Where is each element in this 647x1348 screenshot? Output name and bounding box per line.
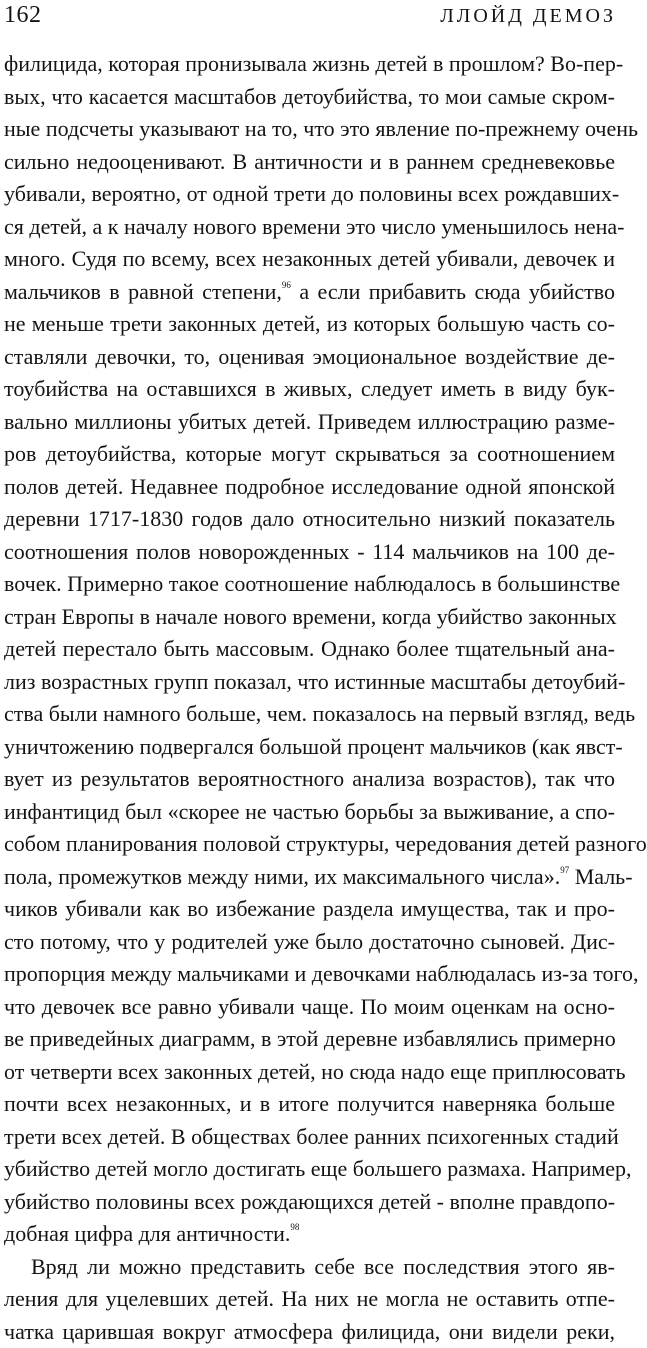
line-text: вует из результатов вероятностного анализа возрастов), так что — [4, 766, 615, 791]
running-head: ЛЛОЙД ДЕМОЗ — [440, 4, 616, 28]
text-line — [4, 1153, 615, 1186]
line-text: пропорция между мальчиками и девочками наблюдалась из-за того, — [4, 961, 639, 986]
text-line — [4, 633, 615, 666]
page-header — [0, 0, 620, 40]
line-text: вочек. Примерно такое соотношение наблюдалось в большинстве — [4, 571, 620, 596]
text-line — [4, 1316, 615, 1348]
text-line — [4, 1121, 615, 1154]
text-line — [4, 698, 615, 731]
line-text: пола, промежутков между ними, их максимального числа». — [4, 864, 560, 889]
line-text: добная цифра для античности. — [4, 1221, 290, 1246]
body-text — [4, 48, 615, 1348]
text-line — [4, 1218, 615, 1251]
line-text: ставляли девочки, то, оценивая эмоциональное воздействие де- — [4, 344, 615, 369]
line-text-after-footnote: а если прибавить сюда убийство — [291, 279, 615, 304]
line-text: вально миллионы убитых детей. Приведем иллюстрацию разме- — [4, 409, 615, 434]
line-text: детей перестало быть массовым. Однако более тщательный ана- — [4, 636, 615, 661]
text-line — [4, 893, 615, 926]
paragraph — [4, 1251, 615, 1348]
line-text: стран Европы в начале нового времени, когда убийство законных — [4, 604, 617, 629]
line-text: ления для уцелевших детей. На них не могла не оставить отпе- — [4, 1286, 615, 1311]
text-line — [4, 503, 615, 536]
footnote-marker: 98 — [290, 1222, 299, 1232]
text-line — [4, 1186, 615, 1219]
line-text: сто потому, что у родителей уже было достаточно сыновей. Дис- — [4, 929, 615, 954]
line-text: трети всех детей. В обществах более ранних психогенных стадий — [4, 1124, 619, 1149]
line-text: вых, что касается масштабов детоубийства, то мои самые скром- — [4, 84, 615, 109]
text-line — [4, 763, 615, 796]
line-text: инфантицид был «скорее не частью борьбы за выживание, а спо- — [4, 799, 615, 824]
text-line — [4, 828, 615, 861]
line-text: мальчиков в равной степени, — [4, 279, 282, 304]
text-line — [4, 1023, 615, 1056]
line-text: почти всех незаконных, и в итоге получится наверняка больше — [4, 1091, 615, 1116]
text-line — [4, 1088, 615, 1121]
text-line — [4, 601, 615, 634]
line-text: уничтожению подвергался большой процент мальчиков (как явст- — [4, 734, 623, 759]
line-text: убийство половины всех рождающихся детей - вполне правдопо- — [4, 1189, 615, 1214]
line-text: ся детей, а к началу нового времени это число уменьшилось нена- — [4, 214, 624, 239]
footnote-marker: 96 — [282, 280, 291, 290]
text-line — [4, 1251, 615, 1284]
text-line — [4, 1283, 615, 1316]
text-line — [4, 926, 615, 959]
text-line — [4, 666, 615, 699]
line-text: полов детей. Недавнее подробное исследование одной японской — [4, 474, 615, 499]
line-text: убивали, вероятно, от одной трети до половины всех рождавших- — [4, 181, 619, 206]
line-text: Вряд ли можно представить себе все последствия этого яв- — [31, 1254, 615, 1279]
line-text: сильно недооценивают. В античности и в раннем средневековье — [4, 149, 615, 174]
line-text: ве приведейных диаграмм, в этой деревне избавлялись примерно — [4, 1026, 616, 1051]
text-line — [4, 243, 615, 276]
text-line — [4, 276, 615, 309]
text-line — [4, 796, 615, 829]
line-text: ные подсчеты указывают на то, что это явление по-прежнему очень — [4, 116, 638, 141]
line-text: филицида, которая пронизывала жизнь детей в прошлом? Во-пер- — [4, 51, 623, 76]
line-text: убийство детей могло достигать еще большего размаха. Например, — [4, 1156, 632, 1181]
line-text: не меньше трети законных детей, из которых большую часть со- — [4, 311, 615, 336]
text-line — [4, 113, 615, 146]
line-text: ров детоубийства, которые могут скрываться за соотношением — [4, 441, 615, 466]
text-line — [4, 991, 615, 1024]
text-line — [4, 211, 615, 244]
line-text: соотношения полов новорожденных - 114 мальчиков на 100 де- — [4, 539, 615, 564]
line-text: ства были намного больше, чем. показалось на первый взгляд, ведь — [4, 701, 635, 726]
page-number: 162 — [4, 1, 42, 29]
text-line — [4, 438, 615, 471]
paragraph — [4, 48, 615, 1251]
text-line — [4, 568, 615, 601]
text-line — [4, 536, 615, 569]
footnote-marker: 97 — [560, 865, 569, 875]
text-line — [4, 81, 615, 114]
text-line — [4, 373, 615, 406]
text-line — [4, 958, 615, 991]
text-line — [4, 1056, 615, 1089]
text-line — [4, 406, 615, 439]
text-line — [4, 146, 615, 179]
text-line — [4, 308, 615, 341]
text-line — [4, 341, 615, 374]
line-text: лиз возрастных групп показал, что истинные масштабы детоубий- — [4, 669, 625, 694]
line-text: чатка царившая вокруг атмосфера филицида, они видели реки, — [4, 1319, 615, 1344]
text-line — [4, 861, 615, 894]
line-text: много. Судя по всему, всех незаконных детей убивали, девочек и — [4, 246, 615, 271]
text-line — [4, 48, 615, 81]
line-text: собом планирования половой структуры, чередования детей разного — [4, 831, 647, 856]
line-text-after-footnote: Маль- — [569, 864, 632, 889]
text-line — [4, 178, 615, 211]
line-text: чиков убивали как во избежание раздела имущества, так и про- — [4, 896, 615, 921]
line-text: деревни 1717-1830 годов дало относительно низкий показатель — [4, 506, 615, 531]
line-text: от четверти всех законных детей, но сюда надо еще приплюсовать — [4, 1059, 626, 1084]
text-line — [4, 731, 615, 764]
line-text: что девочек все равно убивали чаще. По моим оценкам на осно- — [4, 994, 615, 1019]
text-line — [4, 471, 615, 504]
line-text: тоубийства на оставшихся в живых, следует иметь в виду бук- — [4, 376, 615, 401]
